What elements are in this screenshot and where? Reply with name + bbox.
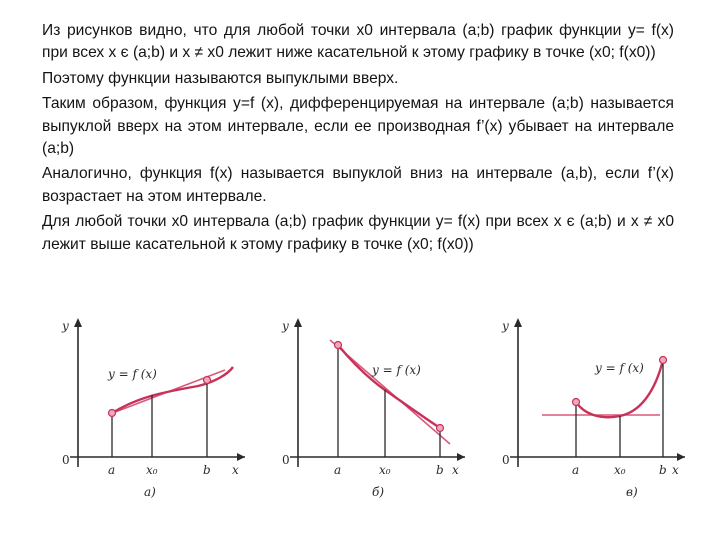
y-axis-label: y bbox=[502, 319, 509, 333]
figure-c bbox=[480, 312, 695, 502]
a-label: a bbox=[572, 463, 580, 477]
y-axis-arrow-icon bbox=[74, 318, 82, 327]
text-block bbox=[42, 20, 674, 259]
figure-caption: в) bbox=[626, 485, 638, 499]
x0-label: x₀ bbox=[379, 463, 391, 477]
figure-b bbox=[260, 312, 475, 502]
x-axis-label: x bbox=[672, 463, 679, 477]
paragraph-convex-definition: Аналогично, функция f(x) называется выпуклой вниз на интервале (a,b), если f’(x) возрастает на этом интервале. bbox=[42, 165, 674, 205]
paragraph-derivative-decreasing: Таким образом, функция y=f (x), дифференцируемая на интервале (a;b) называется выпуклой вверх на этом интервале, если ее производная f’(x) убывает на интервале (a;b) bbox=[42, 95, 674, 158]
b-label: b bbox=[436, 463, 444, 477]
figures-row bbox=[40, 312, 700, 502]
paragraph-conclusion: Поэтому функции называются выпуклыми вверх. bbox=[42, 69, 399, 87]
x-axis-label: x bbox=[232, 463, 239, 477]
paragraph-above-tangent: Для любой точки x0 интервала (a;b) график функции y= f(x) при всех x є (a;b) и x ≠ x0 лежит выше касательной к этому графику в точке (x0; f(x0)) bbox=[42, 213, 674, 253]
x0-label: x₀ bbox=[614, 463, 626, 477]
b-label: b bbox=[203, 463, 211, 477]
point-a bbox=[335, 342, 342, 349]
point-b bbox=[660, 357, 667, 364]
a-label: a bbox=[108, 463, 116, 477]
point-b bbox=[204, 377, 211, 384]
y-axis-arrow-icon bbox=[294, 318, 302, 327]
x-axis-arrow-icon bbox=[457, 453, 465, 461]
figure-caption: а) bbox=[144, 485, 156, 499]
x0-label: x₀ bbox=[146, 463, 158, 477]
y-axis-label: y bbox=[282, 319, 289, 333]
function-label: y = f (x) bbox=[372, 363, 421, 377]
figure-a-graph bbox=[40, 312, 255, 502]
function-curve bbox=[338, 345, 440, 428]
figure-c-graph bbox=[480, 312, 695, 502]
x-axis-arrow-icon bbox=[677, 453, 685, 461]
x-axis-label: x bbox=[452, 463, 459, 477]
point-a bbox=[573, 399, 580, 406]
function-label: y = f (x) bbox=[108, 367, 157, 381]
origin-label: 0 bbox=[502, 453, 510, 467]
y-axis-label: y bbox=[62, 319, 69, 333]
origin-label: 0 bbox=[62, 453, 70, 467]
point-a bbox=[109, 410, 116, 417]
function-label: y = f (x) bbox=[595, 361, 644, 375]
b-label: b bbox=[659, 463, 667, 477]
origin-label: 0 bbox=[282, 453, 290, 467]
y-axis-arrow-icon bbox=[514, 318, 522, 327]
paragraph-concave-definition: Из рисунков видно, что для любой точки x0 интервала (a;b) график функции y= f(x) при всех x є (a;b) и x ≠ x0 лежит ниже касательной к этому графику в точке (x0; f(x0)) bbox=[42, 22, 674, 62]
point-b bbox=[437, 425, 444, 432]
x-axis-arrow-icon bbox=[237, 453, 245, 461]
figure-caption: б) bbox=[372, 485, 385, 499]
a-label: a bbox=[334, 463, 342, 477]
figure-b-graph bbox=[260, 312, 475, 502]
figure-a bbox=[40, 312, 255, 502]
